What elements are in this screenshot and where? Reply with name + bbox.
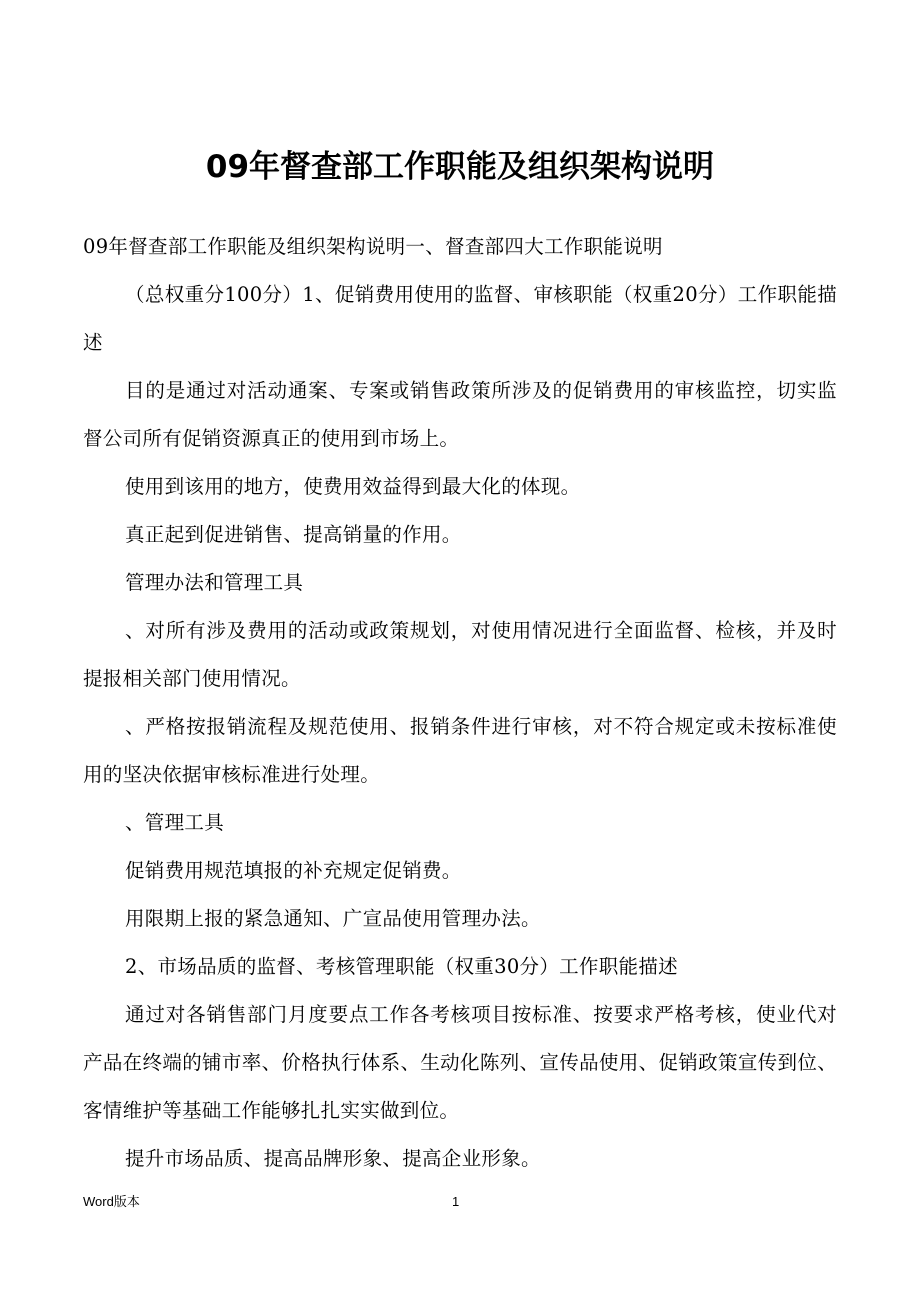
- document-body: [83, 223, 837, 1183]
- document-title: 09年督查部工作职能及组织架构说明: [205, 149, 715, 185]
- paragraph: 通过对各销售部门月度要点工作各考核项目按标准、按要求严格考核，使业代对产品在终端的铺市率、价格执行体系、生动化陈列、宣传品使用、促销政策宣传到位、客情维护等基础工作能够扎扎实实做到位。: [83, 1003, 837, 1122]
- paragraph: 提升市场品质、提高品牌形象、提高企业形象。: [125, 1147, 541, 1170]
- paragraph: 促销费用规范填报的补充规定促销费。: [125, 859, 462, 882]
- footer-label: Word版本: [83, 1194, 140, 1209]
- paragraph: 2、市场品质的监督、考核管理职能（权重30分）工作职能描述: [125, 955, 678, 978]
- paragraph: 目的是通过对活动通案、专案或销售政策所涉及的促销费用的审核监控，切实监督公司所有促销资源真正的使用到市场上。: [83, 379, 837, 450]
- paragraph: 、严格按报销流程及规范使用、报销条件进行审核，对不符合规定或未按标准使用的坚决依据审核标准进行处理。: [83, 715, 837, 786]
- paragraph: 、对所有涉及费用的活动或政策规划，对使用情况进行全面监督、检核，并及时提报相关部门使用情况。: [83, 619, 837, 690]
- page-number: 1: [452, 1194, 460, 1209]
- paragraph: 09年督查部工作职能及组织架构说明一、督查部四大工作职能说明: [83, 235, 663, 258]
- paragraph: 、管理工具: [125, 811, 225, 834]
- paragraph: 用限期上报的紧急通知、广宣品使用管理办法。: [125, 907, 541, 930]
- paragraph: （总权重分100分）1、促销费用使用的监督、审核职能（权重20分）工作职能描述: [83, 283, 837, 354]
- paragraph: 管理办法和管理工具: [125, 571, 304, 594]
- paragraph: 使用到该用的地方，使费用效益得到最大化的体现。: [125, 475, 581, 498]
- paragraph: 真正起到促进销售、提高销量的作用。: [125, 523, 462, 546]
